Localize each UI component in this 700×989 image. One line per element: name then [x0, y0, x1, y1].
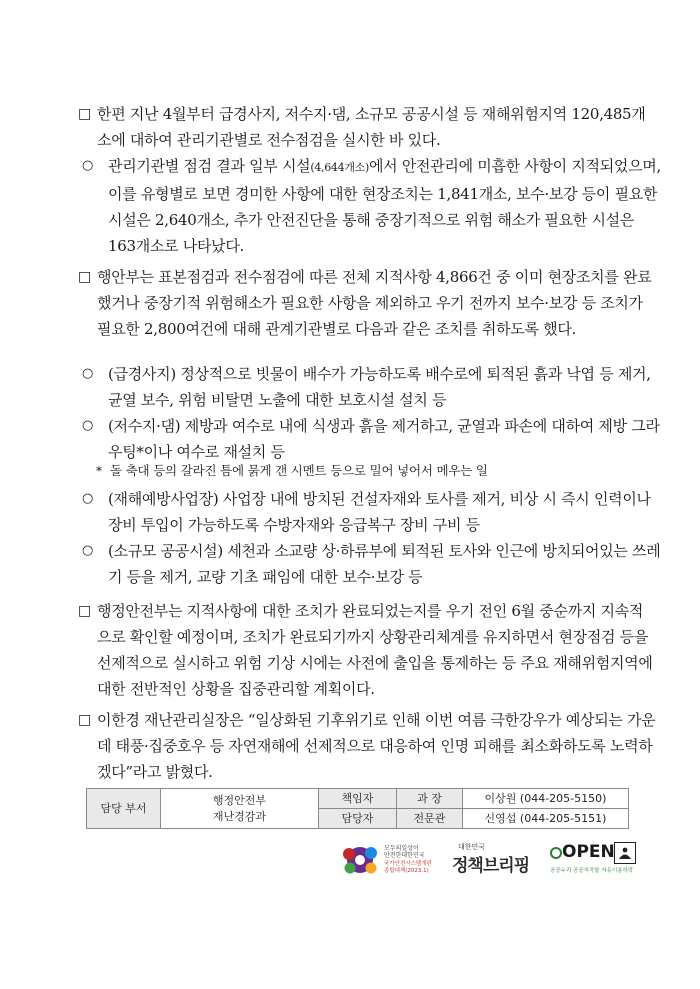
square-bullet: □ — [78, 269, 91, 285]
square-bullet: □ — [78, 106, 91, 122]
person-cell: 신영섭 (044-205-5151) — [463, 809, 629, 829]
section-1-text: 한편 지난 4월부터 급경사지, 저수지·댐, 소규모 공공시설 등 재해위험지역 120,485개소에 대하여 관리기관별로 전수점검을 실시한 바 있다. — [97, 105, 646, 149]
open-license-logo — [548, 840, 640, 880]
title-cell: 과 장 — [397, 789, 463, 809]
open-license-icon — [550, 847, 562, 859]
circle-bullet: ○ — [82, 543, 94, 558]
section-1-sub-paragraph — [82, 153, 662, 259]
dept-division: 재난경감과 — [212, 809, 267, 823]
attribution-icon — [618, 847, 632, 859]
logo3-big: OPEN — [562, 842, 615, 862]
circle-bullet: ○ — [82, 366, 94, 381]
section-1-sub-count: (4,644개소) — [310, 161, 369, 174]
section-2-item-1 — [82, 361, 662, 413]
role-cell: 담당자 — [319, 809, 397, 829]
logo1-line2: 안전한대한민국 — [384, 852, 425, 859]
logo1-line4: 종합대책(2023.1) — [384, 868, 429, 874]
section-2-item-1-text: (급경사지) 정상적으로 빗물이 배수가 가능하도록 배수로에 퇴적된 흙과 낙엽 등 제거, 균열 보수, 위험 비탈면 노출에 대한 보호시설 설치 등 — [108, 365, 651, 409]
dept-label-cell: 담당 부서 — [87, 789, 161, 829]
dept-name-cell — [161, 789, 319, 829]
logo1-line1: 모두의일상이 — [384, 845, 419, 852]
section-4-text: 이한경 재난관리실장은 “일상화된 기후위기로 인해 이번 여름 극한강우가 예상되는 가운데 태풍·집중호우 등 자연재해에 선제적으로 대응하여 인명 피해를 최소화하도록 노력하겠다”라고 밝혔다. — [97, 711, 656, 781]
square-bullet: □ — [78, 712, 91, 728]
footnote-mark: * — [96, 464, 102, 478]
circle-bullet: ○ — [82, 491, 94, 506]
safety-emblem-icon — [340, 840, 380, 880]
contact-table — [86, 788, 629, 829]
section-2-item-4-text: (소규모 공공시설) 세천과 소교량 상·하류부에 퇴적된 토사와 인근에 방치되어있는 쓰레기 등을 제거, 교량 기초 패임에 대한 보수·보강 등 — [108, 542, 661, 586]
section-1-sub-text-b: 에서 안전관리에 미흡한 사항이 지적되었으며, 이를 유형별로 보면 경미한 사항에 대한 현장조치는 1,841개소, 보수·보강 등이 필요한 시설은 2,640개소, 추가 안전진단을 통해 중장기적으로 위험 해소가 필요한 시설은 163개소로 나타났다. — [108, 157, 661, 255]
policy-briefing-logo — [452, 840, 536, 880]
section-2-item-2 — [82, 413, 662, 465]
title-cell: 전문관 — [397, 809, 463, 829]
section-2-item-2-text: (저수지·댐) 제방과 여수로 내에 식생과 흙을 제거하고, 균열과 파손에 대하여 제방 그라우팅*이나 여수로 재설치 등 — [108, 417, 660, 461]
section-4-paragraph — [78, 707, 657, 785]
square-bullet: □ — [78, 603, 91, 619]
section-2-item-3-text: (재해예방사업장) 사업장 내에 방치된 건설자재와 토사를 제거, 비상 시 즉시 인력이나 장비 투입이 가능하도록 수방자재와 응급복구 장비 구비 등 — [108, 490, 651, 534]
section-3-text: 행정안전부는 지적사항에 대한 조치가 완료되었는지를 우기 전인 6월 중순까지 지속적으로 확인할 예정이며, 조치가 완료되기까지 상황관리체계를 유지하면서 현장점검 등을 선제적으로 실시하고 위험 기상 시에는 사전에 출입을 통제하는 등 주요 재해위험지역에 대한 전반적인 상황을 집중관리할 계획이다. — [97, 602, 653, 698]
section-2-item-3 — [82, 486, 662, 538]
logo2-small: 대한민국 — [458, 843, 486, 851]
person-cell: 이상원 (044-205-5150) — [463, 789, 629, 809]
role-cell: 책임자 — [319, 789, 397, 809]
section-2-paragraph — [78, 264, 657, 342]
circle-bullet: ○ — [82, 418, 94, 433]
footnote-text: 돌 축대 등의 갈라진 틈에 묽게 갠 시멘트 등으로 밀어 넣어서 메우는 일 — [110, 463, 488, 478]
logo1-line3: 국가안전시스템개편 — [384, 861, 432, 867]
section-3-paragraph — [78, 598, 657, 702]
section-1-paragraph — [78, 101, 657, 153]
license-badge — [614, 842, 636, 864]
dept-ministry: 행정안전부 — [212, 793, 267, 807]
safety-korea-logo — [340, 840, 440, 880]
footnote — [96, 462, 650, 480]
logo3-small: 공공누리 공공저작물 자유이용허락 — [550, 868, 634, 874]
logo2-big: 정책브리핑 — [452, 856, 530, 876]
section-2-item-4 — [82, 538, 662, 590]
section-2-text: 행안부는 표본점검과 전수점검에 따른 전체 지적사항 4,866건 중 이미 현장조치를 완료했거나 중장기적 위험해소가 필요한 사항을 제외하고 우기 전까지 보수·보강 등 조치가 필요한 2,800여건에 대해 관계기관별로 다음과 같은 조치를 취하도록 했다. — [97, 268, 652, 338]
circle-bullet: ○ — [82, 158, 94, 173]
section-1-sub-text-a: 관리기관별 점검 결과 일부 시설 — [108, 157, 311, 175]
